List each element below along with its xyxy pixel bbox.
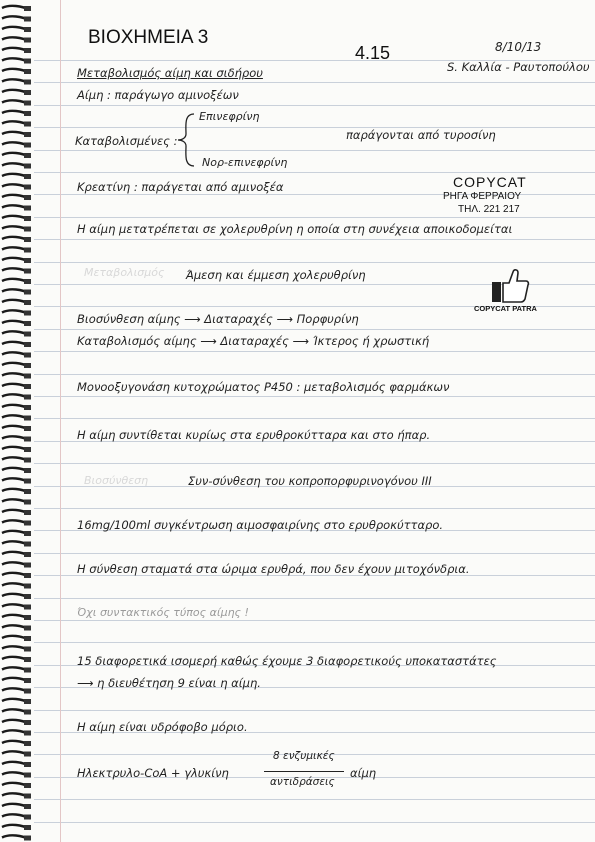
binding-hole	[24, 195, 31, 200]
binding-hole	[24, 342, 31, 347]
ruled-line	[34, 127, 595, 128]
ruled-line	[34, 642, 595, 643]
binding-hole	[24, 269, 31, 274]
binding-hole	[24, 741, 31, 746]
binding-hole	[24, 836, 31, 841]
binding-hole	[24, 290, 31, 295]
note-line: Η αίμη είναι υδρόφοβο μόριο.	[77, 720, 248, 734]
ruled-line	[34, 598, 595, 599]
binding-hole	[24, 353, 31, 358]
binding-hole	[24, 69, 31, 74]
note-line: Η αίμη συντίθεται κυρίως στα ερυθροκύτταρα και στο ήπαρ.	[77, 428, 431, 442]
binding-hole	[24, 500, 31, 505]
binding-hole	[24, 258, 31, 263]
binding-hole	[24, 773, 31, 778]
binding-hole	[24, 237, 31, 242]
ruled-line	[34, 822, 595, 823]
binding-hole	[24, 689, 31, 694]
binding-hole	[24, 405, 31, 410]
note-line: Συν-σύνθεση του κοπροπορφυρινογόνου III	[188, 474, 432, 488]
binding-hole	[24, 594, 31, 599]
binding-hole	[24, 321, 31, 326]
section-heading: Μεταβολισμός αίμη και σιδήρου	[77, 66, 263, 80]
note-line: Αίμη : παράγωγο αμινοξέων	[77, 88, 239, 102]
note-line: Νορ-επινεφρίνη	[202, 156, 288, 169]
binding-hole	[24, 489, 31, 494]
note-line: Η σύνθεση σταματά στα ώριμα ερυθρά, που δεν έχουν μιτοχόνδρια.	[77, 562, 470, 576]
binding-hole	[24, 90, 31, 95]
binding-hole	[24, 279, 31, 284]
note-line: παράγονται από τυροσίνη	[346, 128, 496, 142]
ruled-line	[34, 150, 595, 151]
binding-hole	[24, 657, 31, 662]
binding-hole	[24, 80, 31, 85]
ruled-line	[34, 418, 595, 419]
note-line: Μονοοξυγονάση κυτοχρώματος P450 : μεταβολισμός φαρμάκων	[77, 380, 450, 394]
binding-hole	[24, 615, 31, 620]
note-line: ⟶ η διευθέτηση 9 είναι η αίμη.	[77, 676, 261, 690]
reaction-enzymes: 8 ενζυμικές	[273, 750, 335, 762]
ruled-line	[34, 463, 595, 464]
binding-hole	[24, 720, 31, 725]
ruled-line	[34, 620, 595, 621]
binding-hole	[24, 59, 31, 64]
binding-hole	[24, 153, 31, 158]
binding-hole	[24, 122, 31, 127]
binding-hole	[24, 395, 31, 400]
binding-hole	[24, 164, 31, 169]
binding-hole	[24, 374, 31, 379]
binding-hole	[24, 363, 31, 368]
binding-hole	[24, 38, 31, 43]
binding-hole	[24, 174, 31, 179]
thumbs-up-icon	[490, 268, 530, 304]
note-line: Καταβολισμός αίμης ⟶ Διαταραχές ⟶ Ίκτερος ή χρωστική	[77, 334, 430, 348]
lecture-date: 8/10/13	[495, 40, 542, 54]
page-number: 4.15	[355, 43, 391, 63]
ruled-line	[34, 105, 595, 106]
binding-hole	[24, 647, 31, 652]
binding-hole	[24, 426, 31, 431]
ruled-line	[34, 239, 595, 240]
binding-hole	[24, 48, 31, 53]
binding-hole	[24, 101, 31, 106]
binding-hole	[24, 794, 31, 799]
binding-hole	[24, 216, 31, 221]
binding-hole	[24, 573, 31, 578]
binding-hole	[24, 111, 31, 116]
binding-hole	[24, 143, 31, 148]
note-line: Κρεατίνη : παράγεται από αμινοξέα	[77, 180, 284, 194]
binding-hole	[24, 668, 31, 673]
course-title: ΒΙΟΧΗΜΕΙΑ 3	[88, 27, 209, 48]
stamp-copycat: COPYCAT	[453, 174, 527, 190]
binding-hole	[24, 416, 31, 421]
ruled-line	[34, 374, 595, 375]
binding-hole	[24, 752, 31, 757]
ruled-line	[34, 172, 595, 173]
binding-hole	[24, 479, 31, 484]
binding-hole	[24, 384, 31, 389]
binding-hole	[24, 804, 31, 809]
binding-hole	[24, 678, 31, 683]
binding-hole	[24, 332, 31, 337]
crossed-out-word: Βιοσύνθεση	[84, 474, 149, 487]
crossed-out-word: Μεταβολισμός	[84, 266, 165, 279]
note-line: Επινεφρίνη	[199, 110, 260, 123]
binding-hole	[24, 206, 31, 211]
binding-hole	[24, 563, 31, 568]
note-line: Καταβολισμένες :	[75, 134, 178, 148]
ruled-line	[34, 508, 595, 509]
reaction-product: αίμη	[350, 766, 377, 780]
binding-hole	[24, 185, 31, 190]
binding-hole	[24, 699, 31, 704]
reaction-reactants: Ηλεκτρυλο-CoA + γλυκίνη	[77, 766, 229, 780]
binding-hole	[24, 626, 31, 631]
binding-hole	[24, 521, 31, 526]
note-line: 15 διαφορετικά ισομερή καθώς έχουμε 3 διαφορετικούς υποκαταστάτες	[77, 654, 497, 668]
binding-hole	[24, 762, 31, 767]
binding-hole	[24, 815, 31, 820]
binding-hole	[24, 458, 31, 463]
binding-hole	[24, 300, 31, 305]
curly-brace	[176, 112, 196, 168]
binding-hole	[24, 710, 31, 715]
note-line: Άμεση και έμμεση χολερυθρίνη	[186, 268, 366, 282]
binding-hole	[24, 6, 31, 11]
binding-hole	[24, 227, 31, 232]
note-line: Βιοσύνθεση αίμης ⟶ Διαταραχές ⟶ Πορφυρίνη	[77, 312, 359, 326]
ruled-line	[34, 799, 595, 800]
binding-hole	[24, 248, 31, 253]
reaction-arrow	[264, 771, 344, 772]
binding-hole	[24, 531, 31, 536]
ruled-line	[34, 396, 595, 397]
binding-hole	[24, 584, 31, 589]
ruled-line	[34, 351, 595, 352]
binding-hole	[24, 825, 31, 830]
binding-hole	[24, 605, 31, 610]
thumb-logo-label: COPYCAT PATRA	[474, 304, 537, 313]
binding-hole	[24, 542, 31, 547]
binding-hole	[24, 468, 31, 473]
binding-hole	[24, 783, 31, 788]
binding-hole	[24, 437, 31, 442]
ruled-line	[34, 710, 595, 711]
binding-hole	[24, 17, 31, 22]
binding-hole	[24, 27, 31, 32]
ruled-line	[34, 82, 595, 83]
note-line: Η αίμη μετατρέπεται σε χολερυθρίνη η οποία στη συνέχεια αποικοδομείται	[77, 222, 513, 236]
binding-hole	[24, 731, 31, 736]
note-line: 16mg/100ml συγκέντρωση αιμοσφαιρίνης στο ερυθροκύτταρο.	[77, 518, 444, 532]
margin-line	[60, 0, 61, 842]
stamp-street: ΡΗΓΑ ΦΕΡΡΑΙΟΥ	[443, 191, 522, 202]
ruled-line	[34, 217, 595, 218]
binding-hole	[24, 447, 31, 452]
binding-hole	[24, 636, 31, 641]
stamp-phone: ΤΗΛ. 221 217	[458, 204, 520, 215]
faint-note: Όχι συντακτικός τύπος αίμης !	[77, 606, 249, 619]
binding-hole	[24, 132, 31, 137]
ruled-line	[34, 262, 595, 263]
ruled-line	[34, 553, 595, 554]
reaction-conditions: αντιδράσεις	[270, 776, 335, 788]
binding-hole	[24, 510, 31, 515]
binding-hole	[24, 552, 31, 557]
spiral-binding	[0, 0, 34, 842]
lecturer-name: S. Καλλία - Ραυτοπούλου	[447, 60, 590, 74]
binding-hole	[24, 311, 31, 316]
ruled-line	[34, 329, 595, 330]
